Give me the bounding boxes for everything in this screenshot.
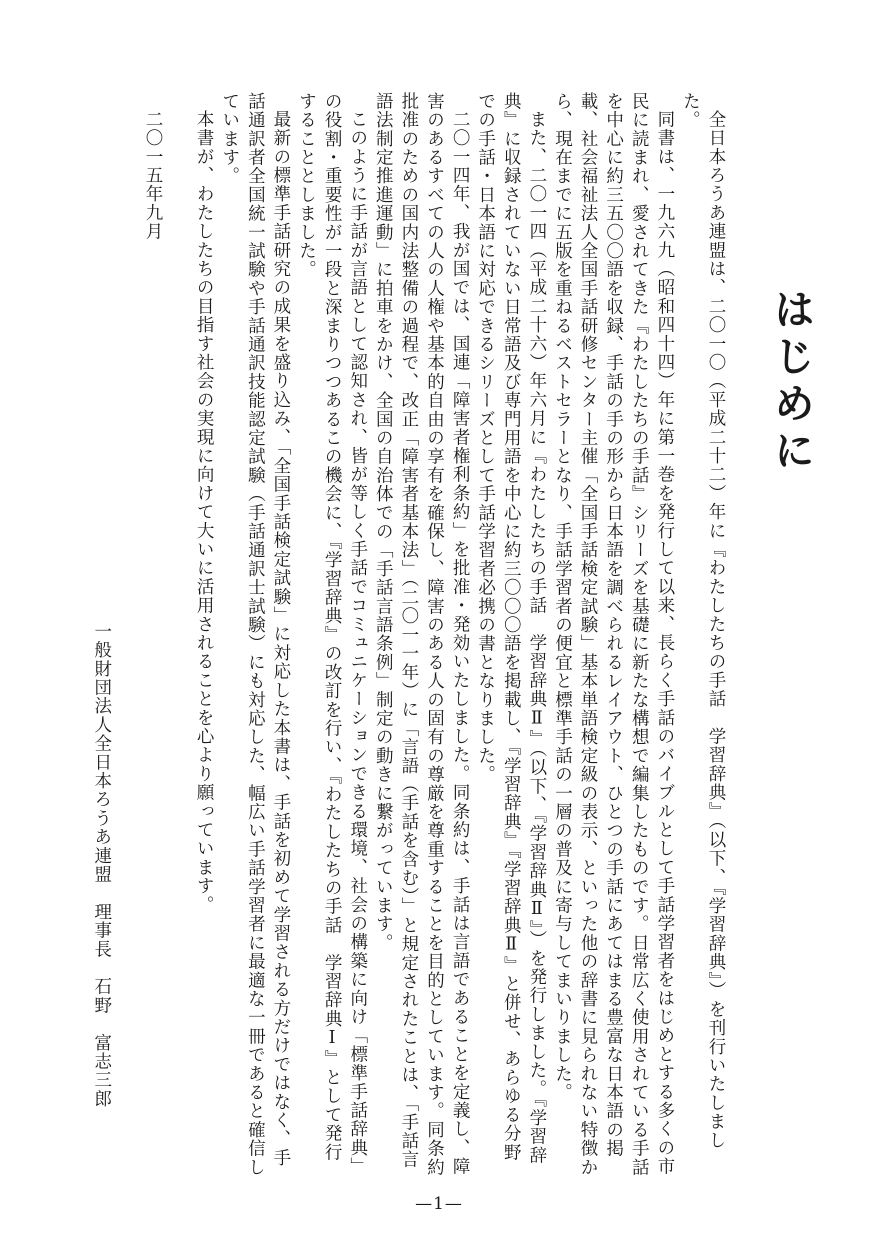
paragraph-volume-two: また、二〇一四（平成二十六）年六月に『わたしたちの手話 学習辞典Ⅱ』（以下、『学習辞典Ⅱ』）を発行しました。『学習辞典』に収録されていない日常語及び専門用語を中心に約三〇〇〇語を掲載し、『学習辞典』『学習辞典Ⅱ』と併せ、あらゆる分野での手話・日本語に対応できるシリーズとして手話学習者必携の書となりました。 bbox=[475, 92, 547, 1165]
page-title: はじめに bbox=[767, 288, 815, 476]
paragraph-spacer bbox=[165, 92, 191, 1180]
signature-line: 一般財団法人全日本ろうあ連盟 理事長 石野 富志三郎 bbox=[91, 622, 112, 1109]
paragraph-convention: 二〇一四年、我が国では、国連「障害者権利条約」を批准・発効いたしました。同条約は、手話は言語であることを定義し、障害のあるすべての人の人権や基本的自由の享有を確保し、障害のある人の固有の尊厳を尊重することを目的としています。同条約批准のための国内法整備の過程で、改正「障害者基本法」（二〇一一年）に「言語（手話を含む）」と規定されたことは、「手話言語法制定推進運動」に拍車をかけ、全国の自治体での「手話言語条例」制定の動きに繋がっています。 bbox=[373, 92, 471, 1177]
paragraph-revision: このように手話が言語として認知され、皆が等しく手話でコミュニケーションできる環境、社会の構築に向け「標準手話辞典」の役割・重要性が一段と深まりつつあるこの機会に、『学習辞典』の改訂を行い、『わたしたちの手話 学習辞典Ⅰ』として発行することとしました。 bbox=[296, 92, 368, 1176]
body-text bbox=[88, 92, 728, 1180]
paragraph-closing: 本書が、わたしたちの目指す社会の実現に向けて大いに活用されることを心より願っています。 bbox=[194, 109, 215, 914]
date-line: 二〇一五年九月 bbox=[142, 109, 163, 241]
page-number: —1— bbox=[415, 1194, 463, 1214]
paragraph-history: 同書は、一九六九（昭和四十四）年に第一巻を発行して以来、長らく手話のバイブルとして手話学習者をはじめとする多くの市民に読まれ、愛されてきた『わたしたちの手話』シリーズを基礎に新たな構想で編集したものです。日常広く使用されている手話を中心に約三五〇〇語を収録、手話の手の形から日本語を調べられるレイアウト、ひとつの手話にあてはまる豊富な日本語の掲載、社会福祉法人全国手話研修センター主催「全国手話検定試験」基本単語検定級の表示、といった他の辞書に見られない特徴から、現在までに五版を重ねるベストセラーとなり、手話学習者の便宜と標準手話の一層の普及に寄与してまいりました。 bbox=[552, 92, 675, 1177]
signature-spacer bbox=[114, 92, 140, 1180]
paragraph-intro: 全日本ろうあ連盟は、二〇一〇（平成二十二）年に『わたしたちの手話 学習辞典』（以下、『学習辞典』）を刊行いたしました。 bbox=[680, 92, 726, 1150]
paragraph-features: 最新の標準手話研究の成果を盛り込み、「全国手話検定試験」に対応した本書は、手話を初めて学習される方だけではなく、手話通訳者全国統一試験や手話通訳技能認定試験（手話通訳士試験）にも対応した、幅広い手話学習者に最適な一冊であると確信しています。 bbox=[219, 92, 291, 1177]
